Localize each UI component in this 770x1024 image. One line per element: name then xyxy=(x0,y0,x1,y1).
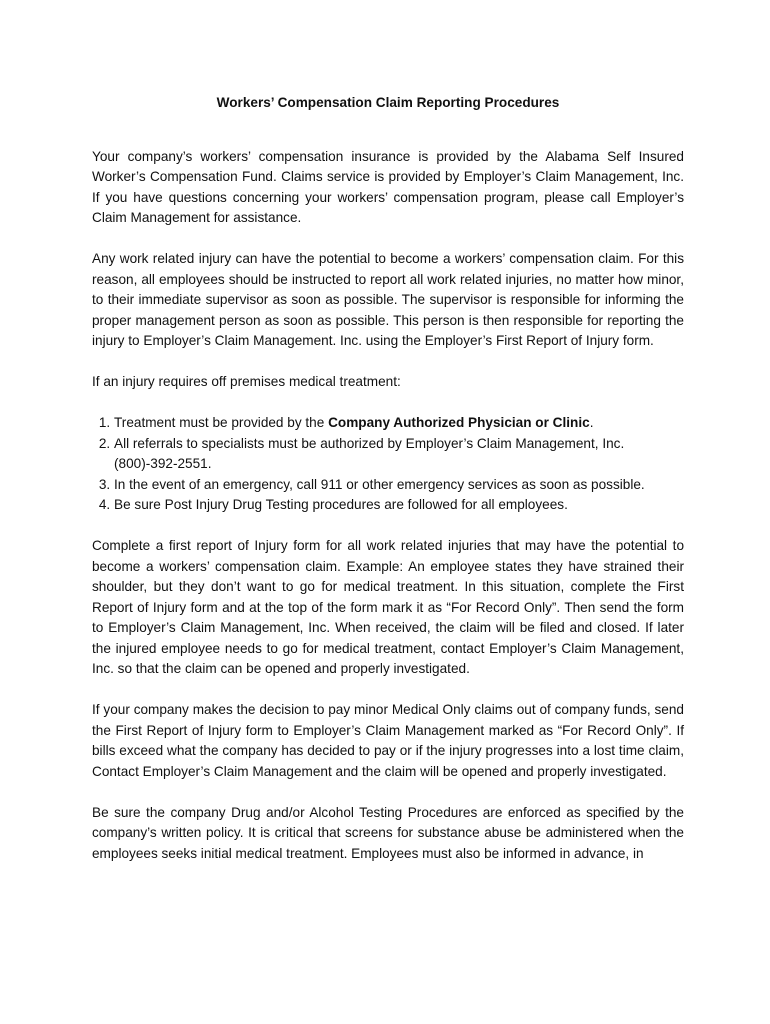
paragraph-insurance-provider: Your company’s workers’ compensation insurance is provided by the Alabama Self Insured Worker’s Compensation Fund. Claims service is provided by Employer’s Claim Management, Inc. If you have questions concerning your workers’ compensation program, please call Employer’s Claim Management for assistance. xyxy=(92,148,684,225)
list-item-bold-text: Company Authorized Physician or Clinic xyxy=(328,415,590,430)
paragraph-medical-only-claims: If your company makes the decision to pay minor Medical Only claims out of company funds, send the First Report of Injury form to Employer’s Claim Management marked as “For Record Only”. If bills exceed what the company has decided to pay or if the injury progresses into a lost time claim, Contact Employer’s Claim Management and the claim will be opened and properly investigated. xyxy=(92,702,684,779)
paragraph-reporting-injuries: Any work related injury can have the potential to become a workers’ compensation claim. For this reason, all employees should be instructed to report all work related injuries, no matter how minor, to their immediate supervisor as soon as possible. The supervisor is responsible for informing the proper management person as soon as possible. This person is then responsible for reporting the injury to Employer’s Claim Management. Inc. using the Employer’s First Report of Injury form. xyxy=(92,251,684,348)
list-item-text: . xyxy=(589,415,594,430)
list-item: 3. In the event of an emergency, call 911 or other emergency services as soon as possible. xyxy=(114,475,684,496)
paragraph-drug-testing: Be sure the company Drug and/or Alcohol Testing Procedures are enforced as specified by the company’s written policy. It is critical that screens for substance abuse be administered when the employees seeks initial medical treatment. Employees must also be informed in advance, in xyxy=(92,804,684,861)
list-item xyxy=(114,413,684,434)
list-item-text: Treatment must be provided by the xyxy=(114,415,329,430)
paragraph-medical-treatment-intro: If an injury requires off premises medical treatment: xyxy=(92,374,401,389)
medical-treatment-list xyxy=(92,413,684,516)
document-title: Workers’ Compensation Claim Reporting Procedures xyxy=(216,95,560,110)
list-item: 2. All referrals to specialists must be authorized by Employer’s Claim Management, Inc. (800)-392-2551. xyxy=(114,434,684,475)
paragraph-first-report: Complete a first report of Injury form for all work related injuries that may have the potential to become a workers’ compensation claim. Example: An employee states they have strained their shoulder, but they don’t want to go for medical treatment. In this situation, complete the First Report of Injury form and at the top of the form mark it as “For Record Only”. Then send the form to Employer’s Claim Management, Inc. When received, the claim will be filed and closed. If later the injured employee needs to go for medical treatment, contact Employer’s Claim Management, Inc. so that the claim can be opened and properly investigated. xyxy=(92,538,684,676)
list-item: 4. Be sure Post Injury Drug Testing procedures are followed for all employees. xyxy=(114,495,684,516)
document-body xyxy=(92,93,684,885)
